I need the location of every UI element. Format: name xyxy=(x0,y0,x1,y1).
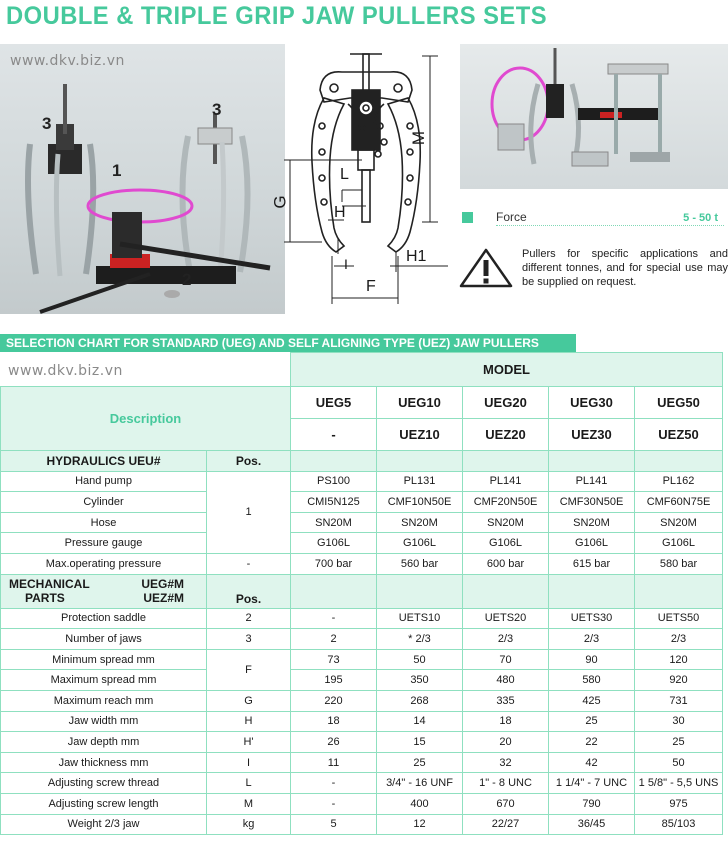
cell: 36/45 xyxy=(549,814,635,835)
cell: 25 xyxy=(377,752,463,773)
table-row xyxy=(1,553,723,574)
row-label: Hose xyxy=(1,512,207,533)
cell: 560 bar xyxy=(377,553,463,574)
model-uez50: UEZ50 xyxy=(635,419,723,451)
cell: G106L xyxy=(291,533,377,554)
dim-label-m: M xyxy=(409,130,429,146)
cell: PL131 xyxy=(377,471,463,492)
cell: 120 xyxy=(635,649,723,670)
table-row xyxy=(1,752,723,773)
cell: 975 xyxy=(635,793,723,814)
cell: 600 bar xyxy=(463,553,549,574)
table-row xyxy=(1,649,723,670)
cell: UETS20 xyxy=(463,608,549,629)
model-uez20: UEZ20 xyxy=(463,419,549,451)
hydraulics-pos-header: Pos. xyxy=(207,451,291,472)
row-label: Maximum reach mm xyxy=(1,690,207,711)
special-order-note: Pullers for specific applications and different tonnes, and for special use may be supplied on request. xyxy=(522,248,728,288)
row-label: Protection saddle xyxy=(1,608,207,629)
cell: 2/3 xyxy=(549,629,635,650)
cell: 25 xyxy=(549,711,635,732)
item-number-2: 2 xyxy=(182,270,192,289)
cell: 335 xyxy=(463,690,549,711)
cell: 22/27 xyxy=(463,814,549,835)
watermark-table: www.dkv.biz.vn xyxy=(8,363,123,379)
cell: 2/3 xyxy=(635,629,723,650)
row-label: Jaw depth mm xyxy=(1,732,207,753)
cell: SN20M xyxy=(463,512,549,533)
mechanical-title-2: PARTS xyxy=(25,591,65,606)
cell: G106L xyxy=(635,533,723,554)
mechanical-header xyxy=(1,574,207,608)
row-label: Max.operating pressure xyxy=(1,553,207,574)
mechanical-title-1: MECHANICAL xyxy=(9,577,90,592)
cell: 11 xyxy=(291,752,377,773)
cell: 480 xyxy=(463,670,549,691)
cell: 90 xyxy=(549,649,635,670)
row-pos: H xyxy=(207,711,291,732)
cell: 12 xyxy=(377,814,463,835)
cell: 1" - 8 UNC xyxy=(463,773,549,794)
cell: 2 xyxy=(291,629,377,650)
force-marker xyxy=(462,212,473,223)
cell: 30 xyxy=(635,711,723,732)
cell: 790 xyxy=(549,793,635,814)
cell: 15 xyxy=(377,732,463,753)
cell: 2/3 xyxy=(463,629,549,650)
spread-pos: F xyxy=(207,649,291,690)
ueg-m-label: UEG#M xyxy=(141,577,184,592)
cell: 700 bar xyxy=(291,553,377,574)
model-ueg50: UEG50 xyxy=(635,387,723,419)
cell: 1 1/4" - 7 UNC xyxy=(549,773,635,794)
cell: UETS30 xyxy=(549,608,635,629)
row-label: Maximum spread mm xyxy=(1,670,207,691)
cell: 18 xyxy=(463,711,549,732)
cell: CMF10N50E xyxy=(377,492,463,513)
model-uez10: UEZ10 xyxy=(377,419,463,451)
mechanical-pos-header: Pos. xyxy=(207,574,291,608)
row-label: Weight 2/3 jaw xyxy=(1,814,207,835)
cell: UETS10 xyxy=(377,608,463,629)
model-uez30: UEZ30 xyxy=(549,419,635,451)
cell: 14 xyxy=(377,711,463,732)
row-label: Number of jaws xyxy=(1,629,207,650)
table-row xyxy=(1,512,723,533)
cell: SN20M xyxy=(635,512,723,533)
model-header: MODEL xyxy=(291,353,723,387)
model-ueg30: UEG30 xyxy=(549,387,635,419)
force-row xyxy=(460,210,728,226)
table-row xyxy=(1,793,723,814)
force-label: Force xyxy=(496,210,527,224)
dim-label-f: F xyxy=(366,278,376,295)
cell: UETS50 xyxy=(635,608,723,629)
row-pos: I xyxy=(207,752,291,773)
cell: PL141 xyxy=(549,471,635,492)
hydraulics-pos: 1 xyxy=(207,471,291,553)
table-row xyxy=(1,471,723,492)
row-label: Adjusting screw thread xyxy=(1,773,207,794)
cell: SN20M xyxy=(291,512,377,533)
dim-label-l: L xyxy=(340,166,349,183)
cell: 580 xyxy=(549,670,635,691)
row-pos: kg xyxy=(207,814,291,835)
cell: SN20M xyxy=(377,512,463,533)
puller-set-illustration xyxy=(0,44,285,314)
cell: 26 xyxy=(291,732,377,753)
cell: - xyxy=(291,608,377,629)
row-label: Hand pump xyxy=(1,471,207,492)
cell: 50 xyxy=(635,752,723,773)
table-row xyxy=(1,732,723,753)
puller-kit-illustration xyxy=(460,44,728,189)
item-number-3-right: 3 xyxy=(212,100,222,119)
cell: CMF30N50E xyxy=(549,492,635,513)
cell: 425 xyxy=(549,690,635,711)
cell: 615 bar xyxy=(549,553,635,574)
cell: * 2/3 xyxy=(377,629,463,650)
model-uez-dash: - xyxy=(291,419,377,451)
row-label: Jaw width mm xyxy=(1,711,207,732)
cell: - xyxy=(291,793,377,814)
table-row xyxy=(1,814,723,835)
row-label: Adjusting screw length xyxy=(1,793,207,814)
cell: 920 xyxy=(635,670,723,691)
cell: 731 xyxy=(635,690,723,711)
cell: G106L xyxy=(549,533,635,554)
row-label: Minimum spread mm xyxy=(1,649,207,670)
table-row xyxy=(1,773,723,794)
cell: 670 xyxy=(463,793,549,814)
cell: - xyxy=(291,773,377,794)
model-ueg10: UEG10 xyxy=(377,387,463,419)
dim-label-i: I xyxy=(344,256,348,272)
cell: 268 xyxy=(377,690,463,711)
cell: 18 xyxy=(291,711,377,732)
table-row xyxy=(1,711,723,732)
row-pos: 2 xyxy=(207,608,291,629)
uez-m-label: UEZ#M xyxy=(143,591,184,606)
cell: SN20M xyxy=(549,512,635,533)
puller-line-drawing xyxy=(262,42,452,314)
cell: G106L xyxy=(463,533,549,554)
table-row xyxy=(1,670,723,691)
cell: 580 bar xyxy=(635,553,723,574)
product-photo-left xyxy=(0,44,285,314)
row-label: Cylinder xyxy=(1,492,207,513)
row-pos: G xyxy=(207,690,291,711)
dimension-drawing xyxy=(262,42,452,314)
cell: PL162 xyxy=(635,471,723,492)
row-pos: H' xyxy=(207,732,291,753)
cell: CMF60N75E xyxy=(635,492,723,513)
product-photo-right xyxy=(460,44,728,189)
cell: 73 xyxy=(291,649,377,670)
cell: 20 xyxy=(463,732,549,753)
model-ueg20: UEG20 xyxy=(463,387,549,419)
cell: 220 xyxy=(291,690,377,711)
dim-label-h1: H1 xyxy=(406,248,427,265)
cell: PS100 xyxy=(291,471,377,492)
item-number-1: 1 xyxy=(112,161,122,180)
page-title: DOUBLE & TRIPLE GRIP JAW PULLERS SETS xyxy=(6,2,548,30)
cell: 195 xyxy=(291,670,377,691)
cell: 50 xyxy=(377,649,463,670)
row-label: Jaw thickness mm xyxy=(1,752,207,773)
row-label: Pressure gauge xyxy=(1,533,207,554)
cell: 42 xyxy=(549,752,635,773)
selection-chart-table xyxy=(0,352,723,835)
table-row xyxy=(1,608,723,629)
row-pos: - xyxy=(207,553,291,574)
description-header: Description xyxy=(1,387,291,451)
row-pos: L xyxy=(207,773,291,794)
cell: 400 xyxy=(377,793,463,814)
row-pos: M xyxy=(207,793,291,814)
cell: G106L xyxy=(377,533,463,554)
cell: 85/103 xyxy=(635,814,723,835)
cell: 350 xyxy=(377,670,463,691)
selection-chart-banner: SELECTION CHART FOR STANDARD (UEG) AND SELF ALIGNING TYPE (UEZ) JAW PULLERS xyxy=(0,334,576,352)
table-row xyxy=(1,629,723,650)
table-row xyxy=(1,533,723,554)
cell: 5 xyxy=(291,814,377,835)
force-divider xyxy=(496,225,724,226)
table-row xyxy=(1,690,723,711)
model-ueg5: UEG5 xyxy=(291,387,377,419)
table-row xyxy=(1,492,723,513)
row-pos: 3 xyxy=(207,629,291,650)
cell: PL141 xyxy=(463,471,549,492)
cell: 25 xyxy=(635,732,723,753)
cell: CMI5N125 xyxy=(291,492,377,513)
dim-label-g: G xyxy=(270,195,290,209)
watermark: www.dkv.biz.vn xyxy=(10,53,125,69)
item-number-3-left: 3 xyxy=(42,114,52,133)
cell: 32 xyxy=(463,752,549,773)
cell: 1 5/8" - 5,5 UNS xyxy=(635,773,723,794)
warning-icon xyxy=(458,247,514,289)
cell: 3/4" - 16 UNF xyxy=(377,773,463,794)
dim-label-h: H xyxy=(334,204,346,221)
cell: 22 xyxy=(549,732,635,753)
cell: CMF20N50E xyxy=(463,492,549,513)
hydraulics-header: HYDRAULICS UEU# xyxy=(1,451,207,472)
cell: 70 xyxy=(463,649,549,670)
force-value: 5 - 50 t xyxy=(683,212,718,224)
